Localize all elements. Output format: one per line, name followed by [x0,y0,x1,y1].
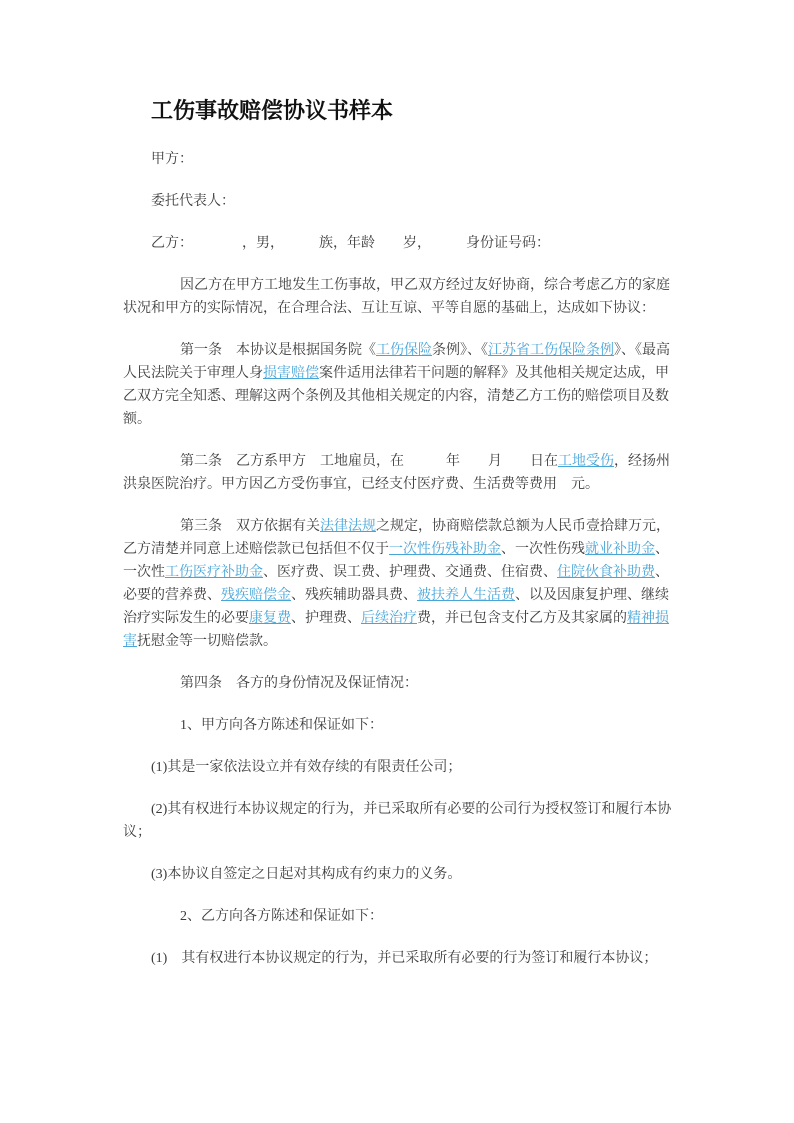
text-run: 费，并已包含支付乙方及其家属的 [417,611,627,626]
text-run: 、护理费、 [291,611,361,626]
text-link[interactable]: 工伤医疗补助金 [165,565,263,580]
text-run: 因乙方在甲方工地发生工伤事故，甲乙双方经过友好协商，综合考虑乙方的家庭状况和甲方的实际情况，在合理合法、互让互谅、平等自愿的基础上，达成如下协议： [123,278,670,316]
text-run: 条例》、《 [432,343,488,358]
paragraph [123,148,676,171]
paragraph [123,232,676,255]
text-run: 第四条 各方的身份情况及保证情况： [180,676,418,691]
paragraph [123,339,676,431]
paragraph [123,863,676,886]
text-run: 抚慰金等一切赔偿款。 [137,634,277,649]
text-link[interactable]: 一次性伤残补助金 [389,542,501,557]
text-run: 、医疗费、误工费、护理费、交通费、住宿费、 [263,565,557,580]
text-run: (2)其有权进行本协议规定的行为，并已采取所有必要的公司行为授权签订和履行本协议； [123,802,672,840]
text-link[interactable]: 住院伙食补助费 [557,565,655,580]
text-link[interactable]: 江苏省工伤保险条例 [488,343,614,358]
text-run: 第二条 乙方系甲方 工地雇员，在 年 月 日在 [180,454,558,469]
paragraph [123,905,676,928]
text-run: 》、《最高人民法院关于审理人身 [123,343,670,381]
text-run: 、以及因康复护理、继续治疗实际发生的必要 [123,588,669,626]
paragraph [123,756,676,779]
text-run: (3)本协议自签定之日起对其构成有约束力的义务。 [151,867,462,882]
text-link[interactable]: 工地受伤 [558,454,614,469]
text-run: 、必要的营养费、 [123,565,669,603]
text-run: (1)其是一家依法设立并有效存续的有限责任公司； [151,760,462,775]
document-title: 工伤事故赔偿协议书样本 [151,98,394,123]
text-link[interactable]: 残疾赔偿金 [221,588,291,603]
text-link[interactable]: 工伤保险 [376,343,432,358]
paragraph [123,947,676,970]
text-run: 委托代表人： [151,194,235,209]
text-run: 、残疾辅助器具费、 [291,588,417,603]
text-run: 案件适用法律若干问题的解释》及其他相关规定达成，甲乙双方完全知悉、理解这两个条例及其他相关规定的内容，清楚乙方工伤的赔偿项目及数额。 [123,366,669,427]
text-run: ，经扬州洪泉医院治疗。甲方因乙方受伤事宜，已经支付医疗费、生活费等费用 元。 [123,454,670,492]
paragraph [123,672,676,695]
text-run: 2、乙方向各方陈述和保证如下： [180,909,383,924]
text-run: 乙方： ，男， 族，年龄 岁， 身份证号码： [151,236,550,251]
text-run: 甲方： [151,152,193,167]
text-link[interactable]: 康复费 [249,611,291,626]
text-run: 、一次性伤残 [501,542,585,557]
text-run: 1、甲方向各方陈述和保证如下： [180,718,383,733]
text-run: 、一次性 [123,542,669,580]
paragraph [123,274,676,320]
text-link[interactable]: 就业补助金 [585,542,655,557]
text-run: 第一条 本协议是根据国务院《 [180,343,376,358]
document-body [123,148,676,970]
text-run: (1) 其有权进行本协议规定的行为，并已采取所有必要的行为签订和履行本协议； [151,951,658,966]
paragraph [123,798,676,844]
text-link[interactable]: 后续治疗 [361,611,417,626]
text-link[interactable]: 法律法规 [320,519,376,534]
text-link[interactable]: 损害赔偿 [263,366,319,381]
paragraph [123,450,676,496]
paragraph [123,515,676,653]
text-run: 第三条 双方依据有关 [180,519,320,534]
text-run: 之规定，协商赔偿款总额为人民币壹拾肆万元，乙方清楚并同意上述赔偿款已包括但不仅于 [123,519,670,557]
text-link[interactable]: 精神损害 [123,611,669,649]
paragraph [123,714,676,737]
paragraph [123,190,676,213]
text-link[interactable]: 被扶养人生活费 [417,588,515,603]
